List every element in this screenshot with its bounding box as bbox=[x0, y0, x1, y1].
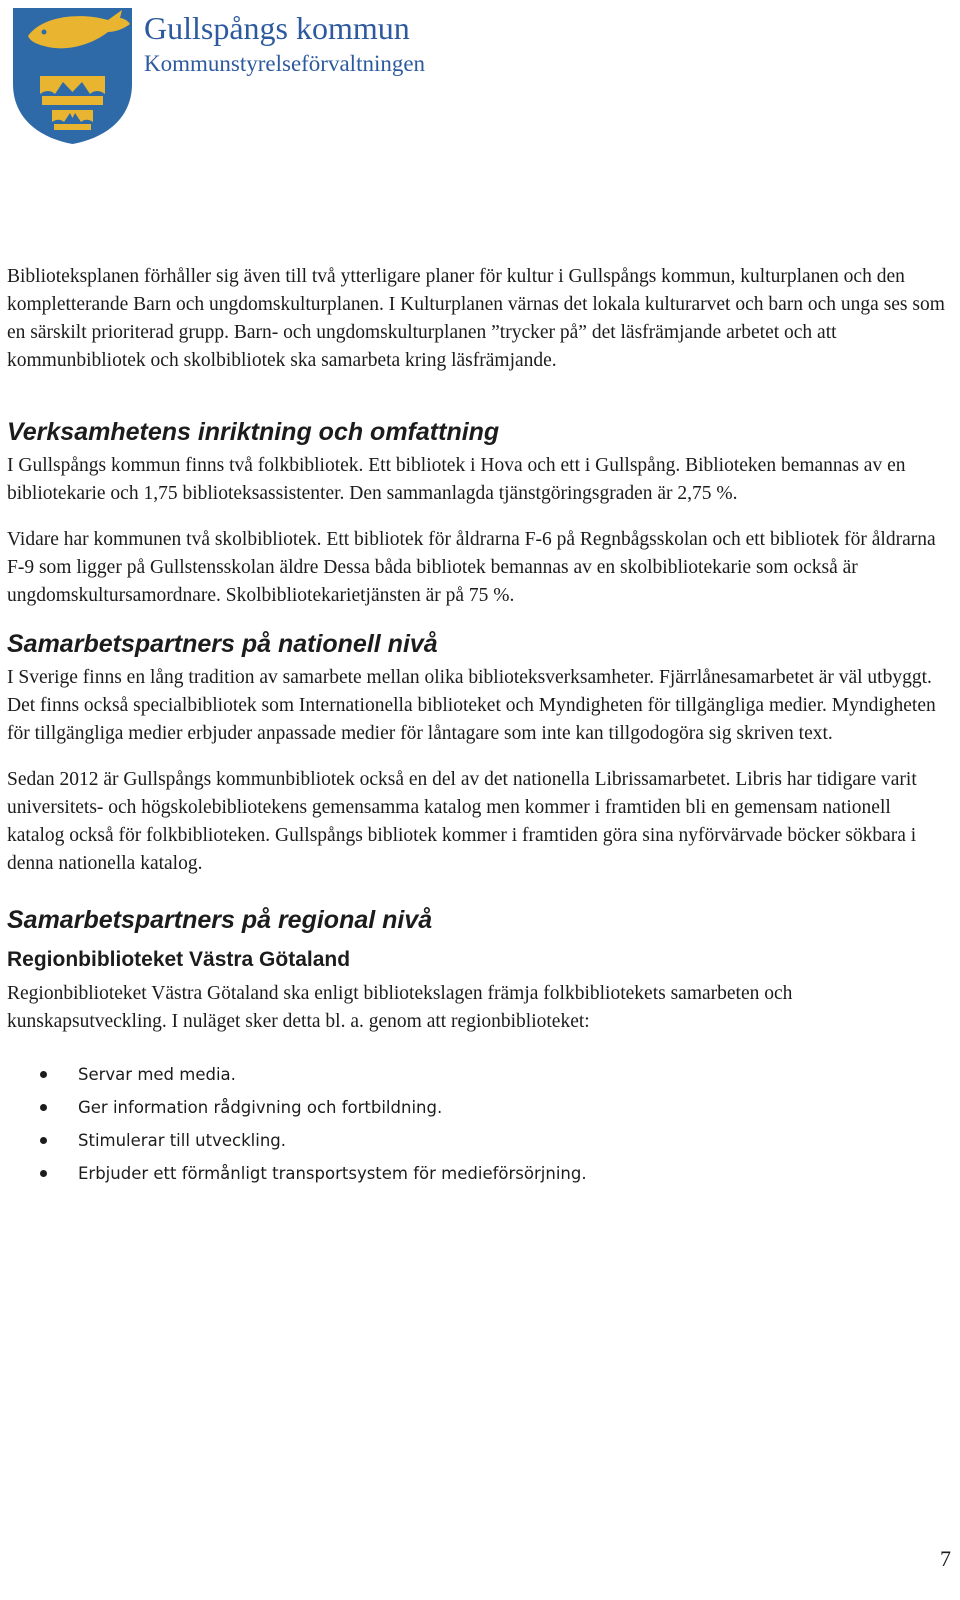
list-item: Ger information rådgivning och fortbildning. bbox=[7, 1091, 945, 1124]
national-paragraph-2: Sedan 2012 är Gullspångs kommunbibliotek också en del av det nationella Librissamarbetet. Libris har tidigare varit universitets- och högskolebibliotekens gemensamma katalog men kommer i framtiden bli en gemensam nationell katalog också för folkbiblioteken. Gullspångs bibliotek kommer i framtiden göra sina nyförvärvade böcker sökbara i denna nationella katalog. bbox=[7, 769, 917, 874]
section-heading-national: Samarbetspartners på nationell nivå bbox=[7, 630, 438, 658]
section-heading-operations: Verksamhetens inriktning och omfattning bbox=[7, 418, 500, 446]
bullet-icon bbox=[40, 1071, 47, 1078]
bullet-icon bbox=[40, 1170, 47, 1177]
regional-bullet-list bbox=[7, 1058, 945, 1190]
list-item: Servar med media. bbox=[7, 1058, 945, 1091]
bullet-icon bbox=[40, 1137, 47, 1144]
section-heading-regional: Samarbetspartners på regional nivå bbox=[7, 906, 433, 934]
list-item: Erbjuder ett förmånligt transportsystem för medieförsörjning. bbox=[7, 1157, 945, 1190]
regional-paragraph: Regionbiblioteket Västra Götaland ska enligt bibliotekslagen främja folkbibliotekets samarbeten och kunskapsutveckling. I nuläget sker detta bl. a. genom att regionbiblioteket: bbox=[7, 983, 793, 1032]
intro-paragraph: Biblioteksplanen förhåller sig även till två ytterligare planer för kultur i Gullspångs kommun, kulturplanen och den kompletterande Barn och ungdomskulturplanen. I Kulturplanen värnas det lokala kulturarvet och barn och unga ses som en särskilt prioriterad grupp. Barn- och ungdomskulturplanen ”trycker på” det läsfrämjande arbetet och att kommunbibliotek och skolbibliotek ska samarbeta kring läsfrämjande. bbox=[7, 266, 945, 371]
page-number: 7 bbox=[940, 1546, 951, 1571]
subheading-regional-library: Regionbiblioteket Västra Götaland bbox=[7, 948, 351, 971]
bullet-icon bbox=[40, 1104, 47, 1111]
operations-paragraph-1: I Gullspångs kommun finns två folkbibliotek. Ett bibliotek i Hova och ett i Gullspång. Biblioteken bemannas av en bibliotekarie och 1,75 biblioteksassistenter. Den sammanlagda tjänstgöringsgraden är 2,75 %. bbox=[7, 455, 906, 504]
document-header bbox=[8, 6, 528, 146]
department-name: Kommunstyrelseförvaltningen bbox=[144, 51, 426, 76]
national-paragraph-1: I Sverige finns en lång tradition av samarbete mellan olika biblioteksverksamheter. Fjärrlånesamarbetet är väl utbyggt. Det finns också specialbibliotek som Internationella biblioteket och Myndigheten för tillgängliga medier. Myndigheten för tillgängliga medier erbjuder anpassade medier för låntagare som inte kan tillgodogöra sig skriven text. bbox=[7, 667, 936, 744]
operations-paragraph-2: Vidare har kommunen två skolbibliotek. Ett bibliotek för åldrarna F-6 på Regnbågsskolan och ett bibliotek för åldrarna F-9 som ligger på Gullstensskolan äldre Dessa båda bibliotek bemannas av en skolbibliotekarie som också är ungdomskultursamordnare. Skolbibliotekarietjänsten är på 75 %. bbox=[7, 529, 936, 606]
list-item: Stimulerar till utveckling. bbox=[7, 1124, 945, 1157]
document-body bbox=[7, 263, 945, 1190]
coat-of-arms-icon bbox=[10, 6, 135, 146]
organization-name: Gullspångs kommun bbox=[144, 10, 410, 46]
